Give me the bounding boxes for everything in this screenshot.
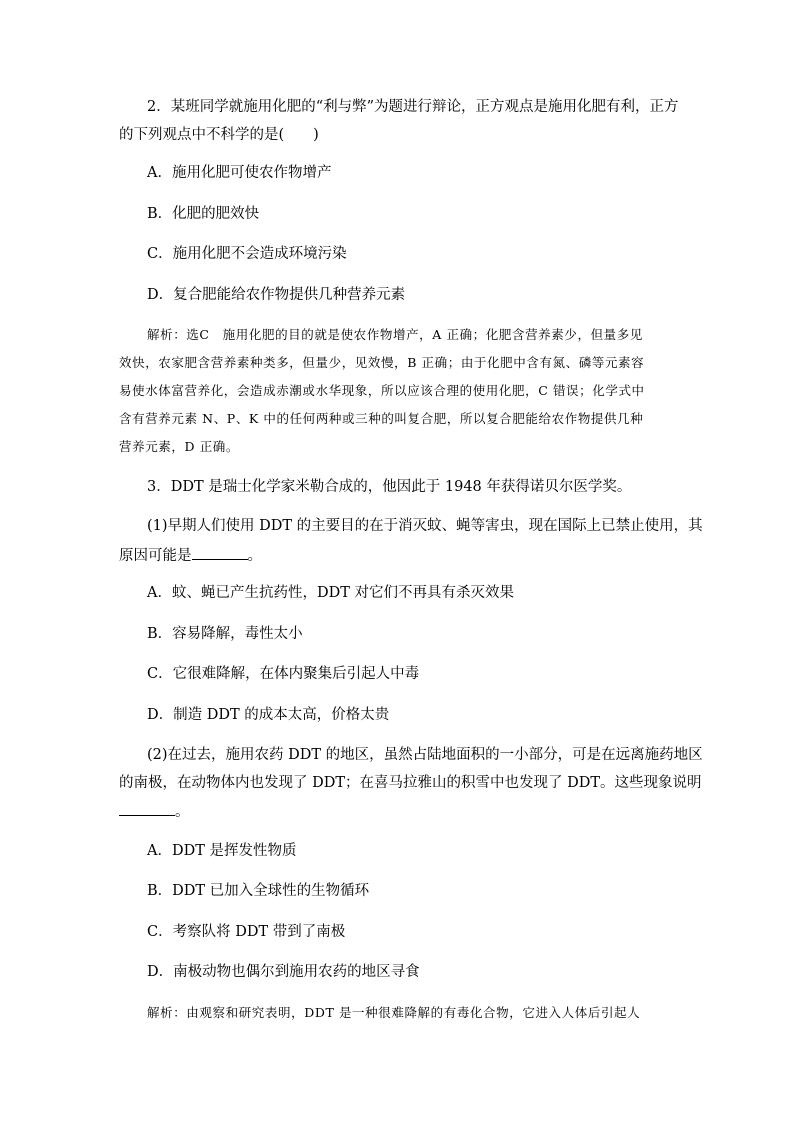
q3-sub1-option-c: C．它很难降解，在体内聚集后引起人中毒 <box>147 666 420 682</box>
q2-explanation-line1: 解析：选C 施用化肥的目的就是使农作物增产，A 正确；化肥含营养素少，但量多见 <box>147 327 643 342</box>
q3-sub2-option-d: D．南极动物也偶尔到施用农药的地区寻食 <box>147 964 420 980</box>
q2-option-c: C．施用化肥不会造成环境污染 <box>147 246 347 262</box>
q3-sub2-option-c: C．考察队将 DDT 带到了南极 <box>147 924 346 940</box>
q2-stem-line1: 2．某班同学就施用化肥的“利与弊”为题进行辩论，正方观点是施用化肥有利，正方 <box>147 99 679 115</box>
q3-sub1-option-d: D．制造 DDT 的成本太高，价格太贵 <box>147 707 390 723</box>
q3-sub2-option-b: B．DDT 已加入全球性的生物循环 <box>147 883 370 899</box>
q2-explanation-line2: 效快，农家肥含营养素种类多，但量少，见效慢，B 正确；由于化肥中含有氮、磷等元素容 <box>119 355 645 370</box>
q3-sub2-line2: 的南极，在动物体内也发现了 DDT；在喜马拉雅山的积雪中也发现了 DDT。这些现象说明 <box>119 775 702 791</box>
q3-sub2-suffix: 。 <box>175 804 190 820</box>
q2-option-a: A．施用化肥可使农作物增产 <box>147 165 332 181</box>
q3-explanation-line1: 解析：由观察和研究表明，DDT 是一种很难降解的有毒化合物，它进入人体后引起人 <box>147 1005 641 1020</box>
q2-stem-line2: 的下列观点中不科学的是( ) <box>119 127 319 143</box>
q3-sub1-option-a: A．蚊、蝇已产生抗药性，DDT 对它们不再具有杀灭效果 <box>147 585 515 601</box>
q2-option-b: B．化肥的肥效快 <box>147 206 260 222</box>
q3-intro: 3．DDT 是瑞士化学家米勒合成的，他因此于 1948 年获得诺贝尔医学奖。 <box>147 479 632 495</box>
q3-sub1-line1: (1)早期人们使用 DDT 的主要目的在于消灭蚊、蝇等害虫，现在国际上已禁止使用，其 <box>147 518 703 534</box>
q3-sub1-line2 <box>0 545 794 566</box>
q3-sub1-option-b: B．容易降解，毒性太小 <box>147 626 303 642</box>
q3-sub2-option-a: A．DDT 是挥发性物质 <box>147 843 297 859</box>
q2-explanation-line4: 含有营养元素 N、P、K 中的任何两种或三种的叫复合肥，所以复合肥能给农作物提供几种 <box>119 411 644 426</box>
q3-sub1-suffix: 。 <box>247 548 262 564</box>
q2-option-d: D．复合肥能给农作物提供几种营养元素 <box>147 287 406 303</box>
q3-sub1-prefix: 原因可能是 <box>119 548 192 564</box>
answer-blank <box>119 801 175 816</box>
q2-explanation-line3: 易使水体富营养化，会造成赤潮或水华现象，所以应该合理的使用化肥，C 错误；化学式中 <box>119 383 645 398</box>
q3-sub2-line3 <box>0 801 794 822</box>
q2-explanation-line5: 营养元素，D 正确。 <box>119 439 239 454</box>
answer-blank <box>192 545 248 560</box>
q3-sub2-line1: (2)在过去，施用农药 DDT 的地区，虽然占陆地面积的一小部分，可是在远离施药地区 <box>147 747 703 763</box>
